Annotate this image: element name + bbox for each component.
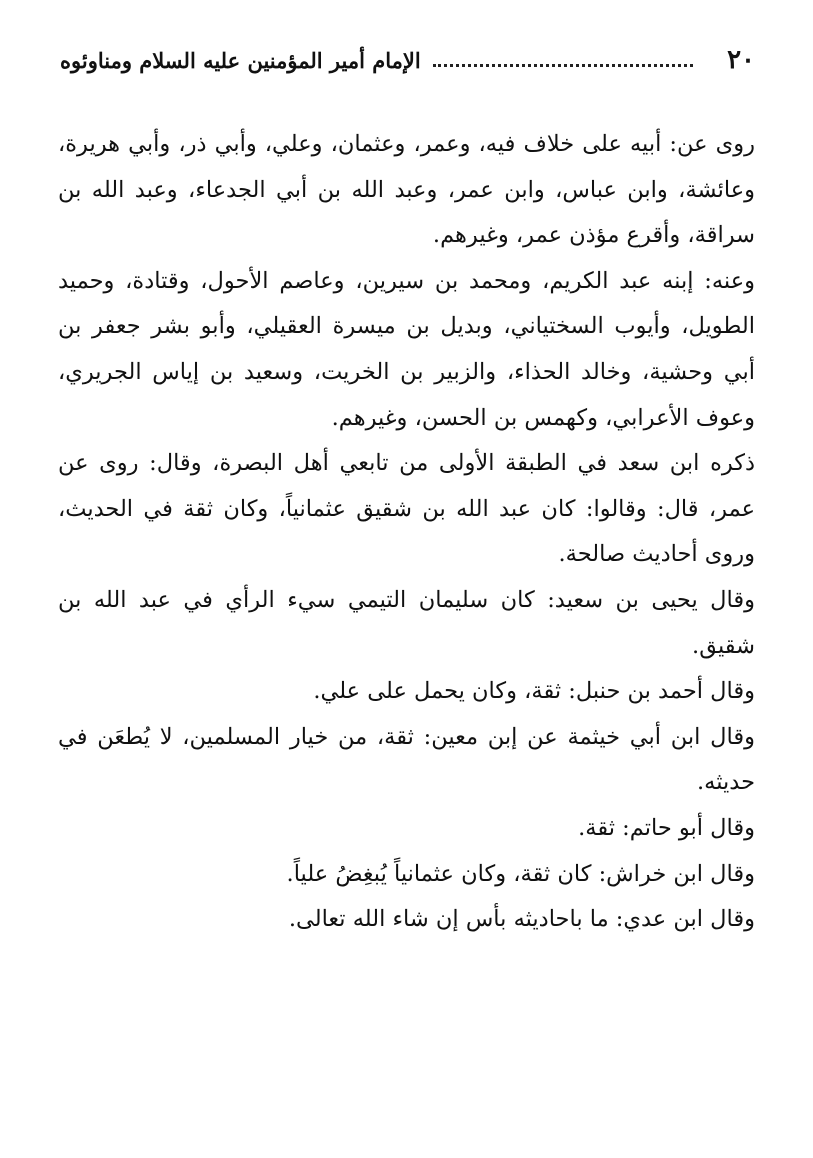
running-title: الإمام أمير المؤمنين عليه السلام ومناوئوه xyxy=(60,47,421,73)
page-number: ٢٠ xyxy=(727,45,755,75)
paragraph-ahmad-ibn-hanbal: وقال أحمد بن حنبل: ثقة، وكان يحمل على علي. xyxy=(313,678,755,705)
body-text xyxy=(58,122,755,943)
paragraph-abu-hatim: وقال أبو حاتم: ثقة. xyxy=(578,814,755,841)
paragraph-narrators-from-him: وعنه: إبنه عبد الكريم، ومحمد بن سيرين، وعاصم الأحول، وقتادة، وحميد الطويل، وأيوب السختياني، وبديل بن ميسرة العقيلي، وأبو بشر جعفر بن أبي وحشية، وخالد الحذاء، والزبير بن الخريت، وسعيد بن إياس الجريري، وعوف الأعرابي، وكهمس بن الحسن، وغيرهم. xyxy=(58,267,755,431)
header-dotted-leader xyxy=(433,64,693,67)
page-header xyxy=(60,40,755,80)
paragraph-ibn-khirash: وقال ابن خراش: كان ثقة، وكان عثمانياً يُبغِضُ علياً. xyxy=(286,860,755,887)
paragraph-ibn-abi-khaythama: وقال ابن أبي خيثمة عن إبن معين: ثقة، من خيار المسلمين، لا يُطعَن في حديثه. xyxy=(58,723,755,796)
paragraph-ibn-saad: ذكره ابن سعد في الطبقة الأولى من تابعي أهل البصرة، وقال: روى عن عمر، قال: وقالوا: كان عبد الله بن شقيق عثمانياً، وكان ثقة في الحديث، وروى أحاديث صالحة. xyxy=(58,450,755,568)
paragraph-yahya-ibn-said: وقال يحيى بن سعيد: كان سليمان التيمي سيء الرأي في عبد الله بن شقيق. xyxy=(58,586,755,659)
paragraph-narrated-from: روى عن: أبيه على خلاف فيه، وعمر، وعثمان، وعلي، وأبي ذر، وأبي هريرة، وعائشة، وابن عباس، وابن عمر، وعبد الله بن أبي الجدعاء، وعبد الله بن سراقة، وأقرع مؤذن عمر، وغيرهم. xyxy=(58,131,755,249)
paragraph-ibn-adi: وقال ابن عدي: ما باحاديثه بأس إن شاء الله تعالى. xyxy=(288,906,755,933)
